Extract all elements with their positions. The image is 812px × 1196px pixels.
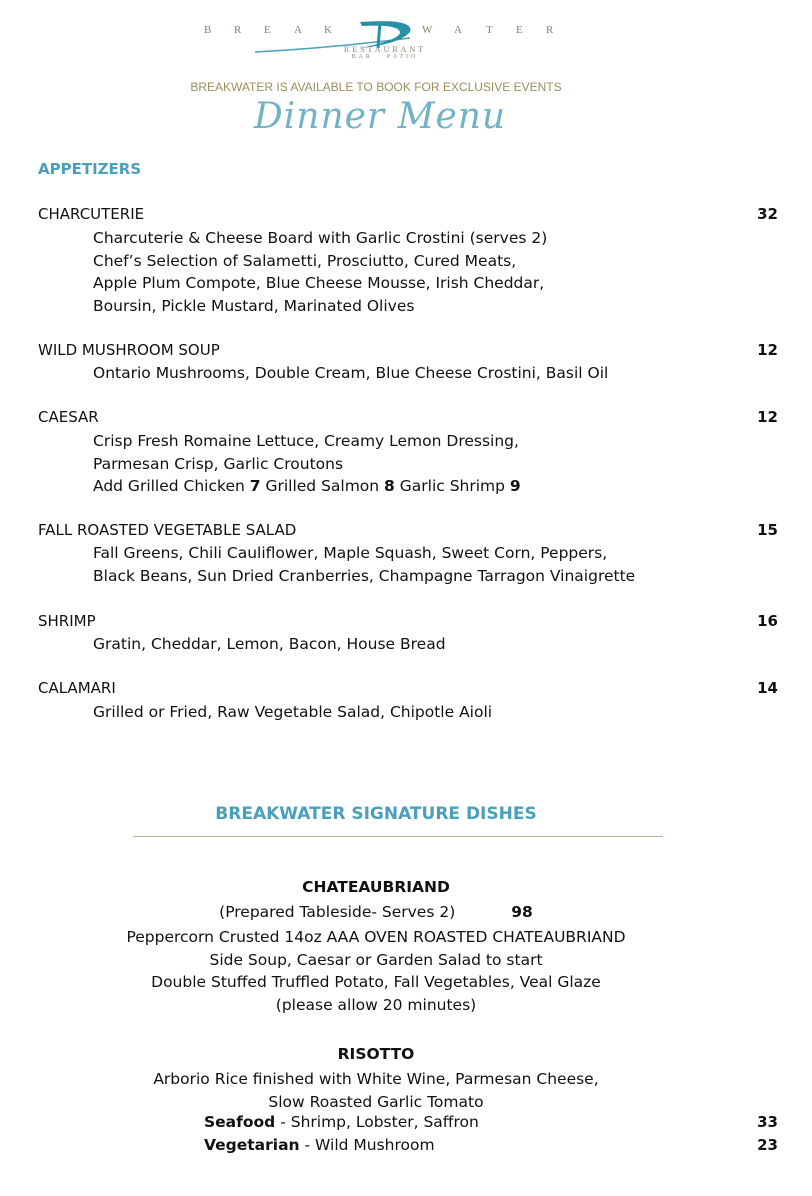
risotto-description: Arborio Rice finished with White Wine, Parmesan Cheese, Slow Roasted Garlic Tomato — [153, 1070, 599, 1111]
chateaubriand-description: Peppercorn Crusted 14oz AAA OVEN ROASTED CHATEAUBRIAND Side Soup, Caesar or Garden Salad to start Double Stuffed Truffled Potato, Fall Vegetables, Veal Glaze (please allow 20 minutes) — [126, 928, 626, 1014]
item-desc-calamari: Grilled or Fried, Raw Vegetable Salad, Chipotle Aioli — [93, 703, 493, 721]
risotto-seafood-price: 33 — [757, 1113, 778, 1131]
section-divider — [133, 836, 663, 837]
risotto-vegetarian-price: 23 — [757, 1136, 778, 1154]
item-name-wild-mushroom-soup: WILD MUSHROOM SOUP — [38, 341, 220, 359]
logo-subtitle-restaurant: RESTAURANT — [343, 45, 427, 54]
caesar-addons: Add Grilled Chicken 7 Grilled Salmon 8 Garlic Shrimp 9 — [93, 477, 521, 495]
chateaubriand-price: 98 — [511, 903, 533, 921]
item-desc-caesar: Crisp Fresh Romaine Lettuce, Creamy Lemon Dressing, Parmesan Crisp, Garlic Croutons Add Grilled Chicken 7 Grilled Salmon 8 Garlic Shrimp 9 — [93, 430, 521, 498]
item-price-caesar: 12 — [757, 408, 778, 426]
chateaubriand-serving-line: (Prepared Tableside- Serves 2) 98 — [219, 903, 533, 921]
item-price-wild-mushroom-soup: 12 — [757, 341, 778, 359]
menu-title: Dinner Menu — [253, 96, 507, 137]
risotto-option-seafood: Seafood - Shrimp, Lobster, Saffron — [204, 1113, 479, 1131]
signature-dishes-heading: BREAKWATER SIGNATURE DISHES — [215, 804, 537, 824]
item-name-shrimp: SHRIMP — [38, 612, 96, 630]
chateaubriand-title: CHATEAUBRIAND — [302, 878, 450, 896]
breakwater-logo: B R E A K W A T E R RESTAURANT BAR · PATIO — [0, 18, 812, 68]
risotto-title: RISOTTO — [337, 1045, 415, 1063]
item-name-charcuterie: CHARCUTERIE — [38, 205, 145, 223]
item-desc-fall-roasted-vegetable-salad: Fall Greens, Chili Cauliflower, Maple Squash, Sweet Corn, Peppers, Black Beans, Sun Dried Cranberries, Champagne Tarragon Vinaigrette — [93, 544, 636, 585]
risotto-option-vegetarian: Vegetarian - Wild Mushroom — [204, 1136, 435, 1154]
exclusive-events-tagline: BREAKWATER IS AVAILABLE TO BOOK FOR EXCLUSIVE EVENTS — [190, 80, 562, 94]
item-name-caesar: CAESAR — [38, 408, 99, 426]
item-desc-wild-mushroom-soup: Ontario Mushrooms, Double Cream, Blue Cheese Crostini, Basil Oil — [93, 364, 609, 382]
item-price-charcuterie: 32 — [757, 205, 778, 223]
item-name-calamari: CALAMARI — [38, 679, 116, 697]
item-desc-charcuterie: Charcuterie & Cheese Board with Garlic Crostini (serves 2) Chef’s Selection of Salametti, Prosciutto, Cured Meats, Apple Plum Compote, Blue Cheese Mousse, Irish Cheddar, Boursin, Pickle Mustard, Marinated Olives — [93, 229, 548, 315]
item-name-fall-roasted-vegetable-salad: FALL ROASTED VEGETABLE SALAD — [38, 521, 297, 539]
item-price-shrimp: 16 — [757, 612, 778, 630]
item-price-calamari: 14 — [757, 679, 778, 697]
item-price-fall-roasted-vegetable-salad: 15 — [757, 521, 778, 539]
appetizers-heading: APPETIZERS — [38, 160, 142, 178]
logo-subtitle-bar-patio: BAR · PATIO — [351, 54, 419, 60]
item-desc-shrimp: Gratin, Cheddar, Lemon, Bacon, House Bread — [93, 635, 446, 653]
